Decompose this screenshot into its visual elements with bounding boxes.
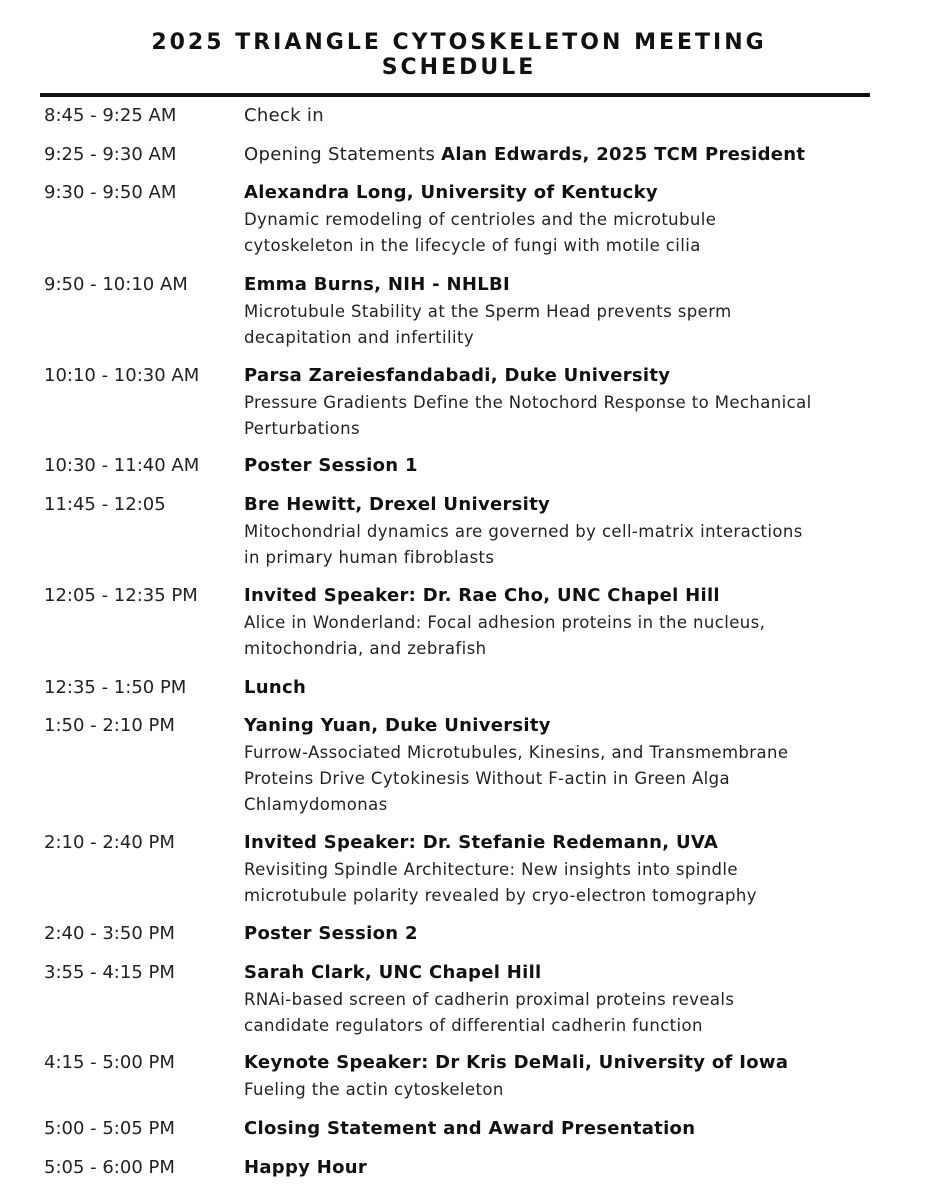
description-line: Microtubule Stability at the Sperm Head prevents sperm — [244, 302, 732, 321]
entry-heading — [244, 1050, 894, 1075]
page-title — [0, 30, 918, 80]
schedule-row — [44, 1155, 894, 1180]
schedule-time: 10:30 - 11:40 AM — [44, 455, 200, 476]
entry-title: Invited Speaker: Dr. Stefanie Redemann, UVA — [244, 832, 719, 853]
schedule-entry — [244, 713, 894, 818]
title-line-1: 2025 TRIANGLE CYTOSKELETON MEETING — [151, 30, 767, 55]
description-line: Furrow-Associated Microtubules, Kinesins, and Transmembrane — [244, 743, 789, 762]
description-line: RNAi-based screen of cadherin proximal proteins reveals — [244, 990, 735, 1009]
description-line: Pressure Gradients Define the Notochord Response to Mechanical — [244, 393, 812, 412]
entry-description — [244, 740, 894, 818]
schedule-entry — [244, 675, 894, 700]
schedule-row — [44, 272, 894, 351]
schedule-entry — [244, 180, 894, 259]
entry-title: Bre Hewitt, Drexel University — [244, 494, 551, 515]
entry-lead-text: Opening Statements — [244, 144, 442, 165]
description-line: mitochondria, and zebrafish — [244, 639, 487, 658]
entry-title: Happy Hour — [244, 1157, 368, 1178]
description-line: decapitation and infertility — [244, 328, 475, 347]
description-line: in primary human fibroblasts — [244, 548, 495, 567]
entry-title: Poster Session 2 — [244, 923, 418, 944]
schedule-time: 5:05 - 6:00 PM — [44, 1157, 175, 1178]
entry-description — [244, 1077, 894, 1103]
description-line: Proteins Drive Cytokinesis Without F-actin in Green Alga — [244, 769, 731, 788]
schedule-time: 1:50 - 2:10 PM — [44, 715, 175, 736]
entry-title: Closing Statement and Award Presentation — [244, 1118, 696, 1139]
schedule-entry — [244, 492, 894, 571]
schedule-entry — [244, 1155, 894, 1180]
schedule-row — [44, 492, 894, 571]
entry-heading — [244, 453, 894, 478]
entry-heading — [244, 713, 894, 738]
schedule-time: 12:05 - 12:35 PM — [44, 585, 198, 606]
schedule-time: 3:55 - 4:15 PM — [44, 962, 175, 983]
schedule-row — [44, 180, 894, 259]
schedule-row — [44, 1116, 894, 1141]
schedule-entry — [244, 1050, 894, 1103]
schedule-entry — [244, 142, 894, 167]
schedule-entry — [244, 272, 894, 351]
schedule-entry — [244, 583, 894, 662]
entry-description — [244, 610, 894, 662]
entry-title: Sarah Clark, UNC Chapel Hill — [244, 962, 542, 983]
description-line: candidate regulators of differential cadherin function — [244, 1016, 703, 1035]
schedule-time: 2:10 - 2:40 PM — [44, 832, 175, 853]
description-line: Revisiting Spindle Architecture: New insights into spindle — [244, 860, 738, 879]
schedule-entry — [244, 1116, 894, 1141]
entry-description — [244, 519, 894, 571]
entry-heading — [244, 830, 894, 855]
schedule-row — [44, 921, 894, 946]
schedule-time: 5:00 - 5:05 PM — [44, 1118, 175, 1139]
entry-description — [244, 857, 894, 909]
schedule-row — [44, 1050, 894, 1103]
entry-heading — [244, 1116, 894, 1141]
schedule-row — [44, 453, 894, 478]
entry-heading — [244, 1155, 894, 1180]
entry-heading — [244, 103, 894, 128]
entry-heading — [244, 960, 894, 985]
entry-heading — [244, 272, 894, 297]
title-line-2: SCHEDULE — [381, 55, 537, 80]
description-line: Dynamic remodeling of centrioles and the microtubule — [244, 210, 717, 229]
schedule-time: 9:25 - 9:30 AM — [44, 144, 177, 165]
entry-title: Invited Speaker: Dr. Rae Cho, UNC Chapel Hill — [244, 585, 720, 606]
schedule-entry — [244, 830, 894, 909]
entry-title: Parsa Zareiesfandabadi, Duke University — [244, 365, 671, 386]
schedule-row — [44, 713, 894, 818]
schedule-row — [44, 675, 894, 700]
schedule-row — [44, 363, 894, 442]
entry-heading — [244, 492, 894, 517]
entry-title: Alexandra Long, University of Kentucky — [244, 182, 658, 203]
schedule-time: 10:10 - 10:30 AM — [44, 365, 200, 386]
entry-title: Emma Burns, NIH - NHLBI — [244, 274, 511, 295]
schedule-time: 8:45 - 9:25 AM — [44, 105, 177, 126]
description-line: Mitochondrial dynamics are governed by cell-matrix interactions — [244, 522, 803, 541]
schedule-entry — [244, 453, 894, 478]
entry-description — [244, 207, 894, 259]
schedule-row — [44, 960, 894, 1039]
description-line: Chlamydomonas — [244, 795, 388, 814]
schedule-row — [44, 830, 894, 909]
schedule-row — [44, 103, 894, 128]
entry-heading — [244, 363, 894, 388]
schedule-entry — [244, 921, 894, 946]
entry-heading — [244, 921, 894, 946]
entry-title: Yaning Yuan, Duke University — [244, 715, 551, 736]
description-line: Alice in Wonderland: Focal adhesion proteins in the nucleus, — [244, 613, 766, 632]
entry-heading — [244, 675, 894, 700]
entry-title: Alan Edwards, 2025 TCM President — [441, 144, 806, 165]
description-line: microtubule polarity revealed by cryo-electron tomography — [244, 886, 757, 905]
description-line: cytoskeleton in the lifecycle of fungi with motile cilia — [244, 236, 701, 255]
schedule-time: 2:40 - 3:50 PM — [44, 923, 175, 944]
schedule-row — [44, 142, 894, 167]
schedule-entry — [244, 363, 894, 442]
schedule-entry — [244, 960, 894, 1039]
schedule-time: 9:50 - 10:10 AM — [44, 274, 188, 295]
entry-heading — [244, 142, 894, 167]
header-divider — [40, 93, 870, 97]
schedule-time: 4:15 - 5:00 PM — [44, 1052, 175, 1073]
entry-title: Lunch — [244, 677, 307, 698]
entry-heading — [244, 180, 894, 205]
schedule-entry — [244, 103, 894, 128]
entry-title: Poster Session 1 — [244, 455, 418, 476]
entry-title: Keynote Speaker: Dr Kris DeMali, University of Iowa — [244, 1052, 789, 1073]
schedule-time: 11:45 - 12:05 — [44, 494, 166, 515]
schedule-time: 9:30 - 9:50 AM — [44, 182, 177, 203]
entry-lead-text: Check in — [244, 105, 324, 126]
description-line: Perturbations — [244, 419, 360, 438]
entry-heading — [244, 583, 894, 608]
schedule-row — [44, 583, 894, 662]
entry-description — [244, 299, 894, 351]
entry-description — [244, 987, 894, 1039]
entry-description — [244, 390, 894, 442]
schedule-time: 12:35 - 1:50 PM — [44, 677, 187, 698]
description-line: Fueling the actin cytoskeleton — [244, 1080, 504, 1099]
